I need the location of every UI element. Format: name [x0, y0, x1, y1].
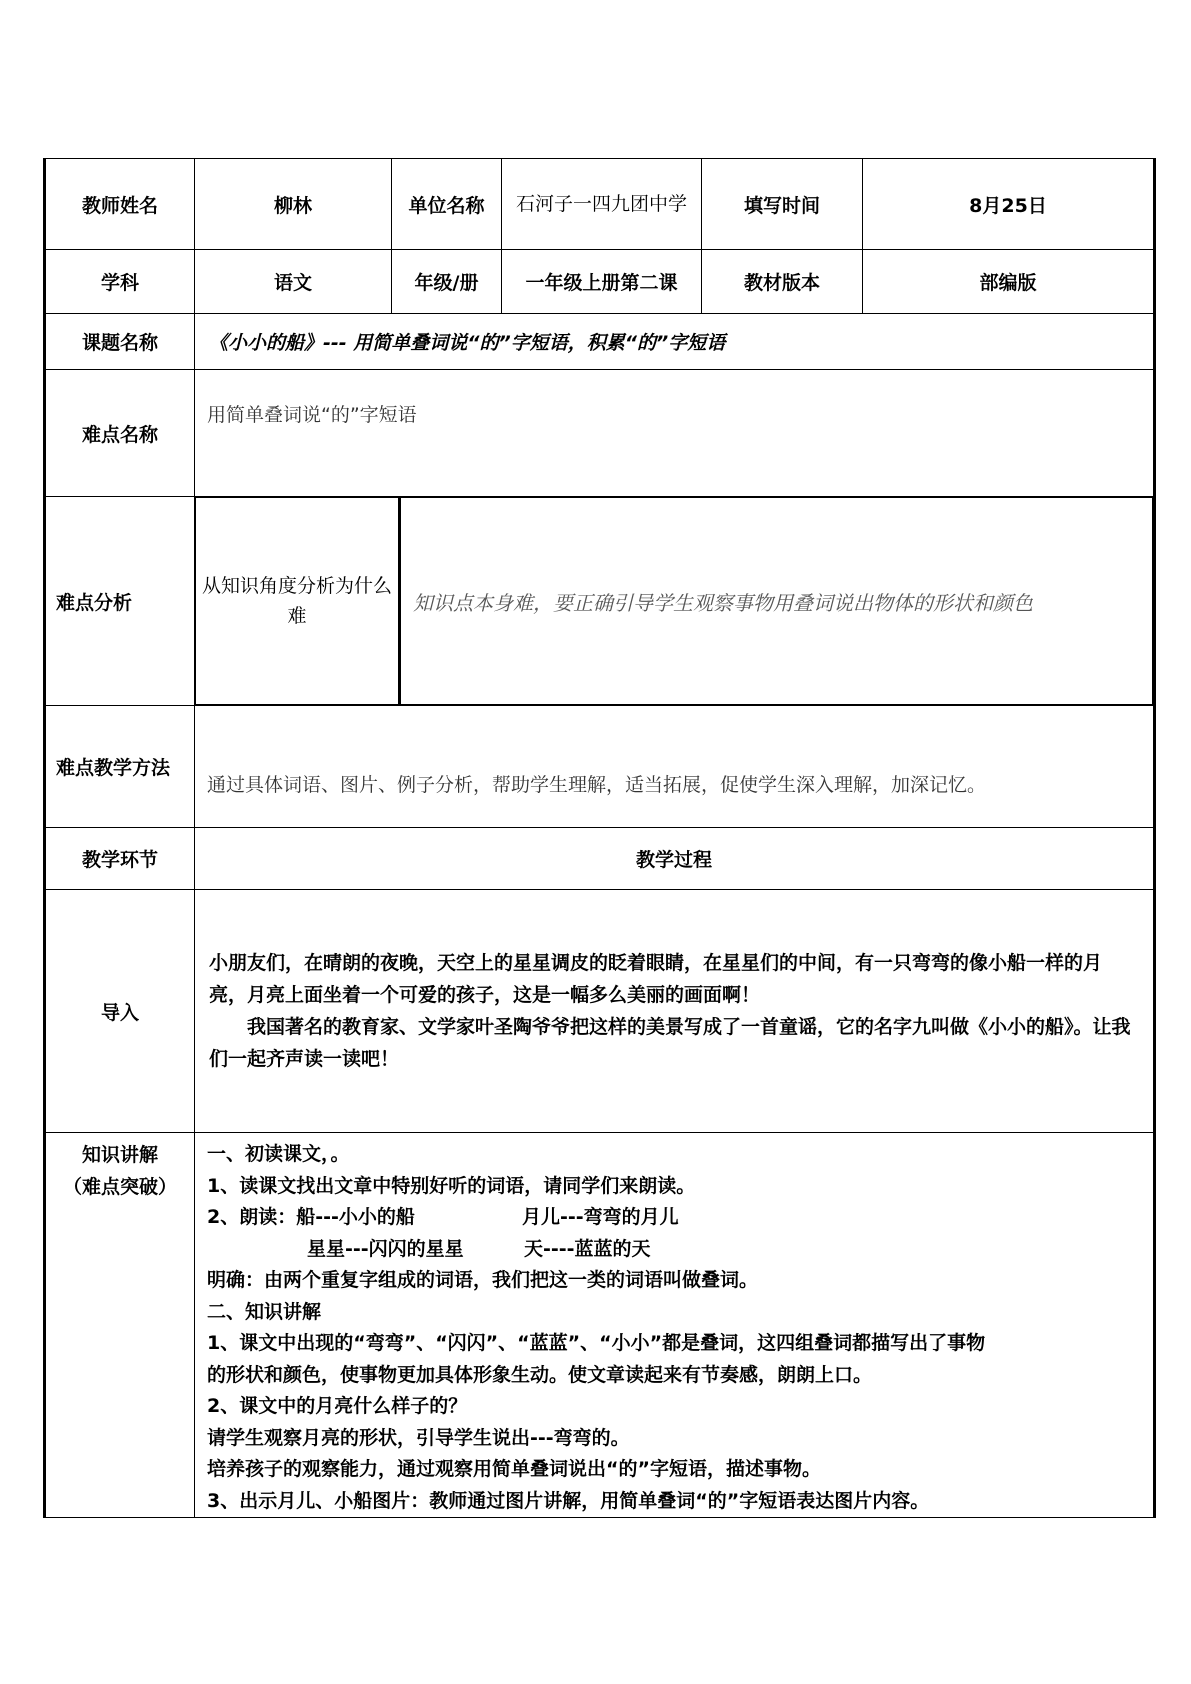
method-value: 通过具体词语、图片、例子分析，帮助学生理解，适当拓展，促使学生深入理解，加深记忆。: [195, 706, 1155, 828]
topic-row: [45, 314, 1155, 370]
reading-moon: 月儿---弯弯的月儿: [522, 1206, 679, 1228]
knowledge-line: 1、读课文找出文章中特别好听的词语，请同学们来朗读。: [207, 1174, 696, 1197]
knowledge-line: 请学生观察月亮的形状，引导学生说出---弯弯的。: [207, 1426, 630, 1449]
knowledge-line: 的形状和颜色，使事物更加具体形象生动。使文章读起来有节奏感，朗朗上口。: [207, 1363, 873, 1386]
teacher-label: 教师姓名: [45, 159, 195, 250]
knowledge-line: 1、课文中出现的“弯弯”、“闪闪”、“蓝蓝”、“小小”都是叠词，这四组叠词都描写出了事物: [207, 1332, 986, 1354]
knowledge-content: [195, 1133, 1155, 1518]
intro-paragraph-2: 我国著名的教育家、文学家叶圣陶爷爷把这样的美景写成了一首童谣，它的名字九叫做《小小的船》。让我们一起齐声读一读吧！: [209, 1016, 1131, 1070]
subject-label: 学科: [45, 250, 195, 314]
date-label: 填写时间: [702, 159, 863, 250]
knowledge-row: [45, 1133, 1155, 1518]
intro-label: 导入: [45, 890, 195, 1133]
teacher-name: 柳林: [195, 159, 392, 250]
knowledge-line: 明确：由两个重复字组成的词语，我们把这一类的词语叫做叠词。: [207, 1269, 759, 1291]
analysis-label: 难点分析: [45, 497, 195, 706]
difficulty-value: 用简单叠词说“的”字短语: [195, 370, 1155, 497]
edition-value: 部编版: [863, 250, 1155, 314]
knowledge-line: 二、知识讲解: [207, 1300, 322, 1323]
reading-sky: 天----蓝蓝的天: [524, 1237, 651, 1260]
knowledge-line: 培养孩子的观察能力，通过观察用简单叠词说出“的”字短语，描述事物。: [207, 1458, 821, 1480]
lesson-plan-table: [43, 158, 1156, 1518]
topic-label: 课题名称: [45, 314, 195, 370]
header-row-2: [45, 250, 1155, 314]
reading-boat: 2、朗读：船---小小的船: [207, 1206, 415, 1228]
method-label: 难点教学方法: [45, 706, 195, 828]
process-label: 教学环节: [45, 828, 195, 890]
analysis-value: 知识点本身难，要正确引导学生观察事物用叠词说出物体的形状和颜色: [400, 498, 1153, 705]
knowledge-line: 3、出示月儿、小船图片：教师通过图片讲解，用简单叠词“的”字短语表达图片内容。: [207, 1489, 930, 1512]
intro-paragraph-1: 小朋友们，在晴朗的夜晚，天空上的星星调皮的眨着眼睛，在星星们的中间，有一只弯弯的像小船一样的月亮，月亮上面坐着一个可爱的孩子，这是一幅多么美丽的画面啊！: [209, 952, 1103, 1006]
intro-row: [45, 890, 1155, 1133]
analysis-sub-label: 从知识角度分析为什么难: [196, 498, 400, 705]
analysis-cell: [195, 497, 1155, 706]
header-row-1: [45, 159, 1155, 250]
intro-content: [195, 890, 1155, 1133]
knowledge-reading-row-2: [207, 1234, 1141, 1266]
process-header-row: [45, 828, 1155, 890]
difficulty-row: [45, 370, 1155, 497]
difficulty-label: 难点名称: [45, 370, 195, 497]
knowledge-label: [45, 1133, 195, 1518]
analysis-row: [45, 497, 1155, 706]
date-value: 8月25日: [863, 159, 1155, 250]
grade-label: 年级/册: [392, 250, 502, 314]
knowledge-reading-row-1: [207, 1202, 1141, 1234]
reading-star: 星星---闪闪的星星: [307, 1237, 464, 1260]
knowledge-line: 2、课文中的月亮什么样子的？: [207, 1395, 468, 1417]
edition-label: 教材版本: [702, 250, 863, 314]
analysis-subtable: [195, 497, 1153, 705]
unit-name: 石河子一四九团中学: [502, 159, 702, 250]
process-value: 教学过程: [195, 828, 1155, 890]
subject-value: 语文: [195, 250, 392, 314]
topic-value: 《小小的船》--- 用简单叠词说“的”字短语，积累“的”字短语: [195, 314, 1155, 370]
unit-label: 单位名称: [392, 159, 502, 250]
knowledge-label-line2: （难点突破）: [62, 1176, 177, 1198]
knowledge-label-line1: 知识讲解: [81, 1144, 158, 1166]
grade-value: 一年级上册第二课: [502, 250, 702, 314]
method-row: [45, 706, 1155, 828]
knowledge-line: 一、初读课文，。: [207, 1143, 350, 1165]
